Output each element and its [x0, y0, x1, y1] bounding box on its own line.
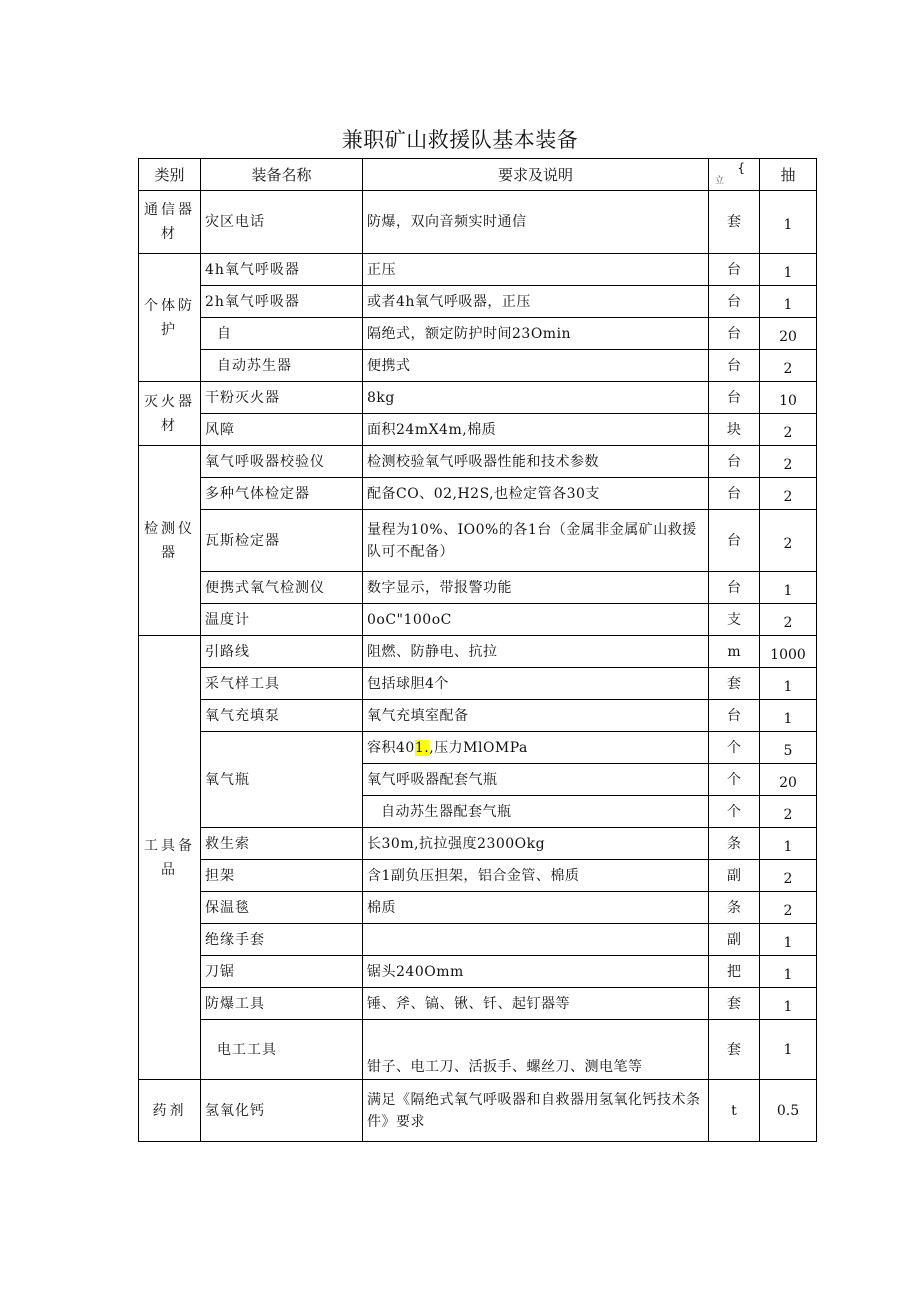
- category-cell: 检测仪器: [139, 446, 201, 636]
- header-unit-top: {: [737, 160, 745, 175]
- equipment-quantity: 1: [760, 988, 817, 1020]
- table-row: [139, 254, 817, 286]
- equipment-unit: 台: [709, 286, 760, 318]
- equipment-quantity: 1: [760, 1020, 817, 1080]
- table-row: [139, 318, 817, 350]
- equipment-requirement: 阻燃、防静电、抗拉: [363, 636, 709, 668]
- table-row: [139, 892, 817, 924]
- equipment-unit: m: [709, 636, 760, 668]
- equipment-name: 采气样工具: [201, 668, 363, 700]
- equipment-unit: 副: [709, 924, 760, 956]
- equipment-unit: 支: [709, 604, 760, 636]
- table-row: [139, 668, 817, 700]
- equipment-unit: 套: [709, 191, 760, 254]
- table-row: [139, 1020, 817, 1080]
- equipment-requirement: 氧气呼吸器配套气瓶: [363, 764, 709, 796]
- table-row: [139, 636, 817, 668]
- equipment-name: 自: [201, 318, 363, 350]
- equipment-quantity: 1: [760, 828, 817, 860]
- equipment-requirement: 钳子、电工刀、活扳手、螺丝刀、测电笔等: [363, 1020, 709, 1080]
- table-row: [139, 924, 817, 956]
- equipment-unit: 条: [709, 892, 760, 924]
- equipment-requirement: [363, 732, 709, 764]
- equipment-requirement: 氧气充填室配备: [363, 700, 709, 732]
- table-row: [139, 446, 817, 478]
- equipment-quantity: 2: [760, 478, 817, 510]
- requirement-part: ,压力MlOMPa: [429, 739, 528, 756]
- equipment-name: 瓦斯检定器: [201, 510, 363, 572]
- equipment-quantity: 1: [760, 956, 817, 988]
- equipment-quantity: 2: [760, 604, 817, 636]
- table-row: [139, 286, 817, 318]
- equipment-name: 2h氧气呼吸器: [201, 286, 363, 318]
- equipment-name: 保温毯: [201, 892, 363, 924]
- equipment-quantity: 2: [760, 510, 817, 572]
- equipment-name: 绝缘手套: [201, 924, 363, 956]
- equipment-requirement: 配备CO、02,H2S,也检定管各30支: [363, 478, 709, 510]
- header-unit-bottom: 立: [715, 175, 725, 186]
- header-requirement: 要求及说明: [363, 159, 709, 191]
- equipment-unit: 台: [709, 478, 760, 510]
- category-cell: 药剂: [139, 1080, 201, 1142]
- table-row: [139, 604, 817, 636]
- table-row: [139, 478, 817, 510]
- requirement-part: 容积40: [367, 739, 415, 756]
- equipment-name: 引路线: [201, 636, 363, 668]
- category-cell: 通信器材: [139, 191, 201, 254]
- equipment-unit: 台: [709, 700, 760, 732]
- equipment-requirement: 量程为10%、IO0%的各1台（金属非金属矿山救援队可不配备）: [363, 510, 709, 572]
- equipment-quantity: 1: [760, 700, 817, 732]
- equipment-unit: 台: [709, 446, 760, 478]
- equipment-requirement: 8kg: [363, 382, 709, 414]
- table-row: [139, 510, 817, 572]
- table-header-row: [139, 159, 817, 191]
- equipment-requirement: [363, 924, 709, 956]
- equipment-requirement: 含1副负压担架，铝合金管、棉质: [363, 860, 709, 892]
- equipment-unit: t: [709, 1080, 760, 1142]
- equipment-requirement: 检测校验氧气呼吸器性能和技术参数: [363, 446, 709, 478]
- table-row: [139, 350, 817, 382]
- table-row: [139, 700, 817, 732]
- equipment-quantity: 1: [760, 191, 817, 254]
- equipment-unit: 台: [709, 318, 760, 350]
- equipment-unit: 个: [709, 764, 760, 796]
- equipment-unit: 条: [709, 828, 760, 860]
- equipment-requirement: 正压: [363, 254, 709, 286]
- equipment-name: 氧气呼吸器校验仪: [201, 446, 363, 478]
- equipment-unit: 台: [709, 572, 760, 604]
- equipment-quantity: 2: [760, 414, 817, 446]
- equipment-table: [138, 158, 817, 1142]
- header-name: 装备名称: [201, 159, 363, 191]
- equipment-name: 温度计: [201, 604, 363, 636]
- equipment-quantity: 2: [760, 860, 817, 892]
- equipment-unit: 台: [709, 254, 760, 286]
- equipment-requirement: 锤、斧、镐、锹、钎、起钉器等: [363, 988, 709, 1020]
- table-row: [139, 572, 817, 604]
- equipment-requirement: 满足《隔绝式氧气呼吸器和自救器用氢氧化钙技术条件》要求: [363, 1080, 709, 1142]
- equipment-unit: 台: [709, 350, 760, 382]
- equipment-name: 干粉灭火器: [201, 382, 363, 414]
- equipment-quantity: 10: [760, 382, 817, 414]
- equipment-unit: 套: [709, 668, 760, 700]
- equipment-quantity: 1: [760, 668, 817, 700]
- table-row: [139, 988, 817, 1020]
- equipment-quantity: 2: [760, 350, 817, 382]
- equipment-requirement: 隔绝式，额定防护时间23Omin: [363, 318, 709, 350]
- table-row: [139, 828, 817, 860]
- highlighted-text: 1.: [414, 739, 430, 756]
- equipment-quantity: 20: [760, 318, 817, 350]
- equipment-name: 防爆工具: [201, 988, 363, 1020]
- equipment-name: 担架: [201, 860, 363, 892]
- equipment-quantity: 1: [760, 254, 817, 286]
- table-row: [139, 414, 817, 446]
- equipment-quantity: 2: [760, 892, 817, 924]
- equipment-unit: 块: [709, 414, 760, 446]
- table-row: [139, 382, 817, 414]
- equipment-unit: 套: [709, 1020, 760, 1080]
- equipment-requirement: 便携式: [363, 350, 709, 382]
- equipment-unit: 台: [709, 382, 760, 414]
- header-quantity: 抽: [760, 159, 817, 191]
- category-cell: 灭火器材: [139, 382, 201, 446]
- equipment-name: 救生索: [201, 828, 363, 860]
- document-title: 兼职矿山救援队基本装备: [341, 128, 579, 152]
- equipment-name: 4h氧气呼吸器: [201, 254, 363, 286]
- equipment-name: 氧气瓶: [201, 732, 363, 828]
- equipment-name: 氧气充填泵: [201, 700, 363, 732]
- equipment-name: 自动苏生器: [201, 350, 363, 382]
- equipment-quantity: 2: [760, 796, 817, 828]
- equipment-unit: 把: [709, 956, 760, 988]
- equipment-name: 灾区电话: [201, 191, 363, 254]
- equipment-quantity: 20: [760, 764, 817, 796]
- equipment-quantity: 0.5: [760, 1080, 817, 1142]
- equipment-quantity: 1000: [760, 636, 817, 668]
- equipment-requirement: 或者4h氧气呼吸器，正压: [363, 286, 709, 318]
- category-cell: 工具备品: [139, 636, 201, 1080]
- equipment-unit: 套: [709, 988, 760, 1020]
- table-row: [139, 732, 817, 764]
- equipment-requirement: 数字显示，带报警功能: [363, 572, 709, 604]
- equipment-quantity: 1: [760, 924, 817, 956]
- equipment-name: 风障: [201, 414, 363, 446]
- equipment-unit: 台: [709, 510, 760, 572]
- equipment-requirement: 面积24mX4m,棉质: [363, 414, 709, 446]
- equipment-requirement: 锯头240Omm: [363, 956, 709, 988]
- equipment-name: 刀锯: [201, 956, 363, 988]
- equipment-name: 多种气体检定器: [201, 478, 363, 510]
- equipment-unit: 个: [709, 732, 760, 764]
- equipment-quantity: 2: [760, 446, 817, 478]
- equipment-requirement: 长30m,抗拉强度2300Okg: [363, 828, 709, 860]
- equipment-name: 氢氧化钙: [201, 1080, 363, 1142]
- equipment-unit: 个: [709, 796, 760, 828]
- equipment-requirement: 0oC"100oC: [363, 604, 709, 636]
- equipment-name: 电工工具: [201, 1020, 363, 1080]
- equipment-requirement: 棉质: [363, 892, 709, 924]
- equipment-requirement: 防爆，双向音频实时通信: [363, 191, 709, 254]
- table-row: [139, 860, 817, 892]
- table-row: [139, 1080, 817, 1142]
- equipment-requirement: 自动苏生器配套气瓶: [363, 796, 709, 828]
- equipment-quantity: 1: [760, 572, 817, 604]
- equipment-requirement: 包括球胆4个: [363, 668, 709, 700]
- equipment-quantity: 5: [760, 732, 817, 764]
- header-category: 类别: [139, 159, 201, 191]
- table-row: [139, 956, 817, 988]
- header-unit: [709, 159, 760, 191]
- category-cell: 个体防护: [139, 254, 201, 382]
- table-row: [139, 191, 817, 254]
- equipment-unit: 副: [709, 860, 760, 892]
- equipment-name: 便携式氧气检测仪: [201, 572, 363, 604]
- equipment-quantity: 1: [760, 286, 817, 318]
